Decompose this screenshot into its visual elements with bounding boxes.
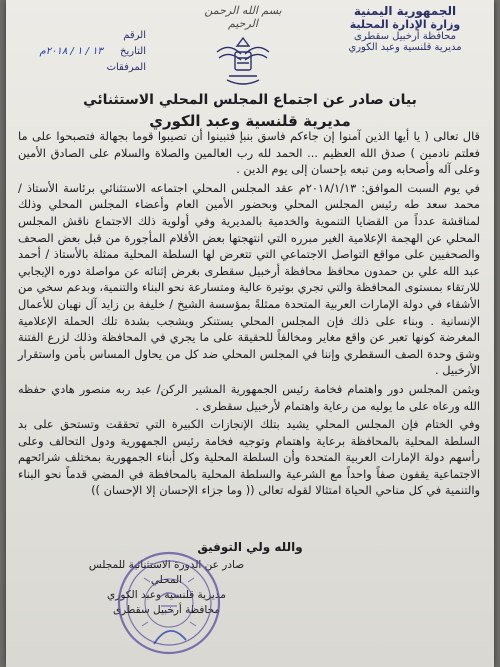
signature-line-3: محافظة أرخبيل سقطرى	[112, 604, 221, 616]
date-row	[26, 44, 146, 60]
date-label: التاريخ	[120, 46, 146, 57]
attachments-label: المرفقات	[106, 62, 146, 73]
attachments-row	[26, 60, 146, 76]
ministry-name: وزارة الإدارة المحلية	[349, 18, 461, 31]
governorate-name: محافظة أرخبيل سقطرى	[354, 31, 456, 42]
paragraph-meeting: في يوم السبت الموافق: ٢٠١٨/١/١٣م عقد المجلس المحلي اجتماعه الاستثنائي برئاسة الأستاذ / محمد سعد طه رئيس المجلس المحلي وبحضور الأمين العام وأعضاء المجلس المحلي وذلك لمناقشة عدداً من القضايا التنموية والخدمية بالمديرية وفي أولوية ذلك الاجتماع ناقش المجلس المحلي عن الهجمة الإعلامية الغير مبرره التي انتهجتها بعض الأقلام المأجورة من قبل بعض الصحف والصحفيين على مواقع التواصل الاجتماعي التي تتعرض لها السلطة المحلية ممثلة بالأستاذ / أحمد عبد الله علي بن حمدون محافظ محافظة أرخبيل سقطرى بغرض إثنائه عن مواصلة دوره الإيجابي للارتقاء بمستوى المحافظة والتي تجري بوتيرة عالية ومتسارعة نحو البناء والتنمية، وبدعم سخي من الأشقاء في دولة الإمارات العربية المتحدة ممثلةً بمؤسسة الشيخ / خليفة بن زايد آل نهيان للأعمال الإنسانية . وبناء على ذلك فإن المجلس المحلي يستنكر ويشجب بشدة تلك الحملة الإعلامية المغرضة كونها تعبر عن واقع مغاير ومخالفاً للحقيقة على ما يجري في المحافظة وذلك لزرع الفتنة وشق وحدة الصف السقطري وإننا في المجلس المحلي ضد كل من يحاول المساس بأمن واستقرار الأرخبيل .	[18, 180, 480, 378]
statement-subtitle: مديرية قلنسية وعبد الكوري	[149, 112, 351, 130]
letterhead-center	[188, 4, 298, 94]
ref-row	[26, 28, 146, 44]
signature-line-2: مديرية قلنسية وعبد الكوري	[107, 589, 226, 601]
paragraph-conclusion: وفي الختام فإن المجلس المحلي يشيد بتلك الإنجازات الكبيرة التي تحققت وتستحق على بد السلطة المحلية بالمحافظة برعاية واهتمام وتوجيه فخامة رئيس الجمهورية ودول التحالف وعلى رأسهم دولة الإمارات العربية المتحدة وأن السلطة المحلية وكل أبناء الجمهورية بمختلف شرائحهم الاجتماعية يقفون صفاً واحداً مع الشرعية والسلطة المحلية بالمحافظة في المضي قدماً نحو البناء والتنمية في كل مناحي الحياة امتثالا لقوله تعالى (( وما جزاء الإحسان إلا الإحسان ))	[18, 417, 480, 498]
paragraph-opening: قال تعالى ( يا أيها الذين آمنوا إن جاءكم فاسق بنبإ فتبينوا أن تصيبوا قوما بجهالة فتصبحوا على ما فعلتم نادمين ) صدق الله العظيم ... الحمد لله رب العالمين والصلاة والسلام على الصادق الأمين وعلى آله وأصحابه ومن تبعه بإحسان إلى يوم الدين .	[18, 129, 480, 177]
statement-body	[18, 128, 480, 501]
ref-label: الرقم	[123, 30, 146, 41]
closing-phrase: والله ولي التوفيق	[197, 540, 303, 554]
statement-title: بيان صادر عن اجتماع المجلس المحلي الاستثنائي	[83, 92, 417, 108]
signature-line-1: صادر عن الدورة الاستثنائية للمجلس المحلي	[88, 559, 245, 586]
republic-name: الجمهورية اليمنية	[353, 4, 457, 18]
basmala: بسم الله الرحمن الرحيم	[204, 4, 282, 30]
reference-block	[26, 28, 146, 76]
official-stamp-icon	[114, 548, 224, 658]
date-value: ١٣ / ١ / ٢٠١٨م	[39, 46, 103, 57]
document-page	[6, 0, 494, 667]
paragraph-president: ويثمن المجلس دور واهتمام فخامة رئيس الجمهورية المشير الركن/ عبد ربه منصور هادي حفظه الله ورعاه على ما يوليه من رعاية واهتمام لأرخبيل سقطرى .	[18, 381, 480, 413]
directorate-name: مديرية قلنسية وعبد الكوري	[348, 42, 462, 53]
yemen-eagle-emblem-icon	[211, 32, 275, 90]
letterhead-right	[330, 4, 480, 53]
